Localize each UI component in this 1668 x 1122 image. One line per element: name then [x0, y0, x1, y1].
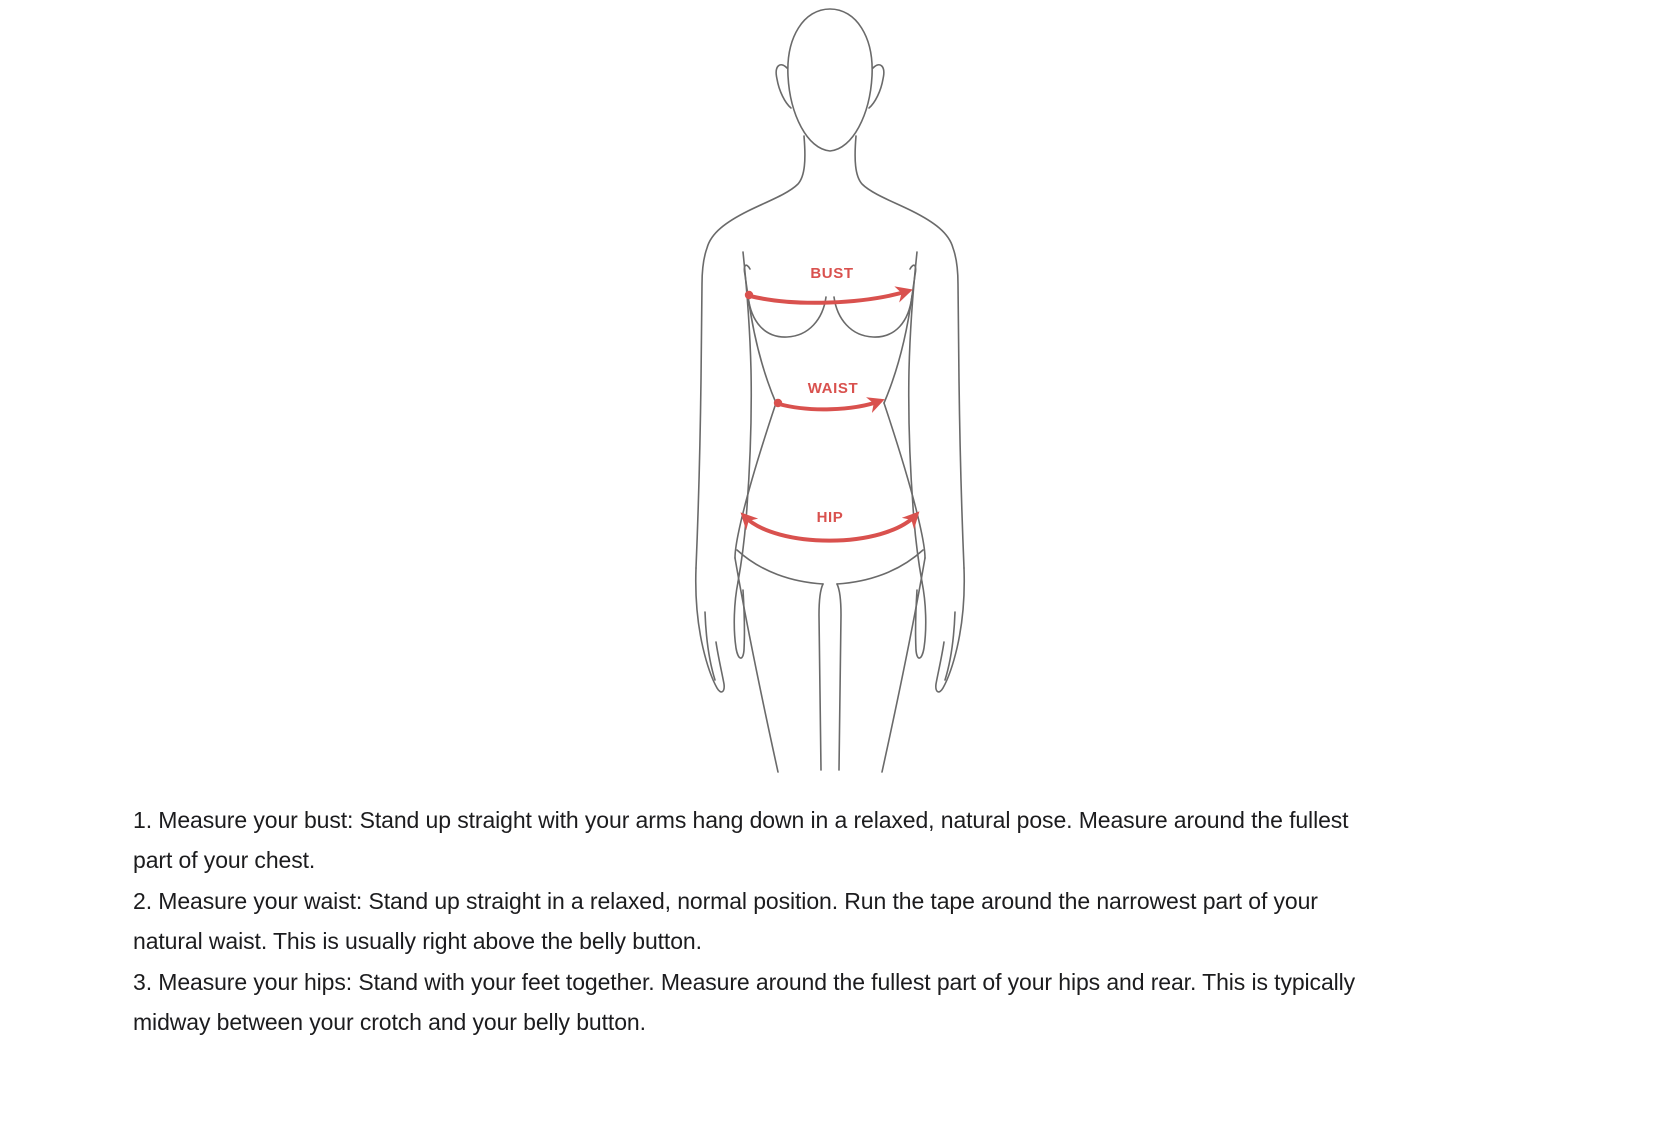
bust-label: BUST [810, 265, 854, 282]
size-guide-figure [660, 0, 1000, 775]
instruction-line: midway between your crotch and your belly button. [133, 1009, 646, 1036]
instruction-line: natural waist. This is usually right above the belly button. [133, 928, 702, 955]
left-thigh-crease [737, 550, 823, 584]
body-measurement-diagram [660, 0, 1000, 775]
waist-line-start-dot [774, 399, 782, 407]
right-hand-outline [936, 568, 964, 692]
instruction-item-bust [133, 800, 1593, 881]
measurement-annotations [744, 265, 916, 541]
instruction-item-hips [133, 962, 1593, 1043]
right-waist-hip [884, 403, 925, 558]
left-outer-leg [735, 558, 778, 772]
measurement-instructions [133, 800, 1593, 1042]
waist-measure-line [779, 401, 880, 409]
left-hand-thumb [734, 582, 744, 658]
hip-label: HIP [816, 509, 844, 526]
right-thigh-crease [837, 550, 923, 584]
left-hand-outline [696, 568, 724, 692]
inner-leg-line-left [819, 584, 823, 770]
bust-line-start-dot [745, 291, 753, 299]
right-outer-leg [882, 558, 925, 772]
instruction-line: 2. Measure your waist: Stand up straight in a relaxed, normal position. Run the tape around the narrowest part of your [133, 887, 1318, 914]
instruction-line: part of your chest. [133, 847, 316, 874]
instruction-line: 1. Measure your bust: Stand up straight with your arms hang down in a relaxed, natural pose. Measure around the fullest [133, 807, 1349, 833]
head-outline [788, 9, 872, 151]
right-hand-thumb [916, 582, 926, 658]
bust-measure-line [750, 291, 908, 303]
instruction-item-waist [133, 881, 1593, 962]
waist-label: WAIST [807, 380, 859, 397]
inner-leg-line-right [837, 584, 841, 770]
left-waist-hip [735, 403, 776, 558]
instruction-line: 3. Measure your hips: Stand with your feet together. Measure around the fullest part of your hips and rear. This is typically [133, 968, 1356, 995]
